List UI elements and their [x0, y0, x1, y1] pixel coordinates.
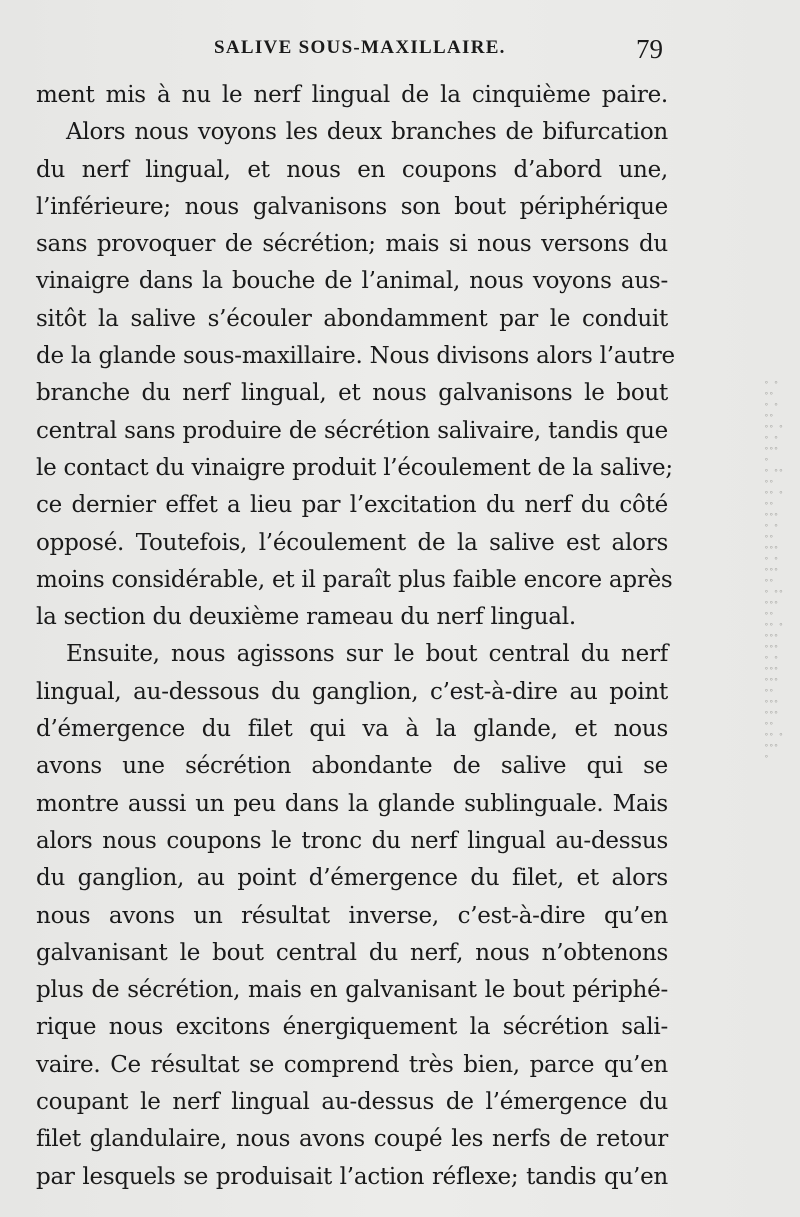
- text-line: sans provoquer de sécrétion; mais si nous versons du: [36, 231, 668, 258]
- text-line: rique nous excitons énergiquement la sécrétion sali-: [36, 1014, 668, 1041]
- text-line: sitôt la salive s’écouler abondamment par le conduit: [36, 305, 668, 332]
- text-line: filet glandulaire, nous avons coupé les nerfs de retour: [36, 1126, 668, 1153]
- text-line: d’émergence du filet qui va à la glande, et nous: [36, 716, 668, 743]
- text-line: alors nous coupons le tronc du nerf lingual au-dessus: [36, 827, 668, 854]
- bleed-through-speckles: ° ° °° ° ° °° °° ° ° ° °°° ° ° °° °° °° ° °° °°° ° ° °° °°° ° ° °°° °° ° °° °°° °° °° ° °°° °°° ° ° °°° °°° °° °°° °°° °° °° ° °°° °: [764, 380, 784, 763]
- text-line: du ganglion, au point d’émergence du filet, et alors: [36, 865, 668, 892]
- page-number: 79: [636, 34, 663, 64]
- page-header: [0, 36, 800, 66]
- paragraph-first-line: Alors nous voyons les deux branches de bifurcation: [66, 119, 668, 146]
- text-line: du nerf lingual, et nous en coupons d’abord une,: [36, 156, 668, 183]
- text-line: plus de sécrétion, mais en galvanisant le bout périphé-: [36, 977, 668, 1004]
- text-line: coupant le nerf lingual au-dessus de l’émergence du: [36, 1089, 668, 1116]
- text-line: branche du nerf lingual, et nous galvanisons le bout: [36, 380, 668, 407]
- text-line: opposé. Toutefois, l’écoulement de la salive est alors: [36, 529, 668, 556]
- text-line: nous avons un résultat inverse, c’est-à-dire qu’en: [36, 902, 668, 929]
- text-line: vaire. Ce résultat se comprend très bien, parce qu’en: [36, 1051, 668, 1078]
- text-line: ment mis à nu le nerf lingual de la cinquième paire.: [36, 82, 668, 108]
- text-line: ce dernier effet a lieu par l’excitation du nerf du côté: [36, 492, 668, 519]
- paragraph-last-line: la section du deuxième rameau du nerf lingual.: [36, 604, 576, 631]
- text-line: avons une sécrétion abondante de salive qui se: [36, 753, 668, 780]
- text-line: central sans produire de sécrétion salivaire, tandis que: [36, 417, 668, 444]
- body-text: [36, 77, 675, 1196]
- text-line: moins considérable, et il paraît plus faible encore après: [36, 566, 673, 593]
- text-line: galvanisant le bout central du nerf, nous n’obtenons: [36, 939, 668, 966]
- text-line: de la glande sous-maxillaire. Nous divisons alors l’autre: [36, 343, 675, 370]
- text-line: le contact du vinaigre produit l’écoulement de la salive;: [36, 454, 673, 481]
- paragraph-first-line: Ensuite, nous agissons sur le bout central du nerf: [66, 641, 668, 668]
- text-line: lingual, au-dessous du ganglion, c’est-à-dire au point: [36, 678, 668, 705]
- text-line: l’inférieure; nous galvanisons son bout périphérique: [36, 193, 668, 220]
- text-line: vinaigre dans la bouche de l’animal, nous voyons aus-: [36, 268, 668, 295]
- text-line: montre aussi un peu dans la glande sublinguale. Mais: [36, 790, 668, 817]
- text-line: par lesquels se produisait l’action réflexe; tandis qu’en: [36, 1163, 668, 1190]
- running-title: SALIVE SOUS-MAXILLAIRE.: [214, 37, 506, 58]
